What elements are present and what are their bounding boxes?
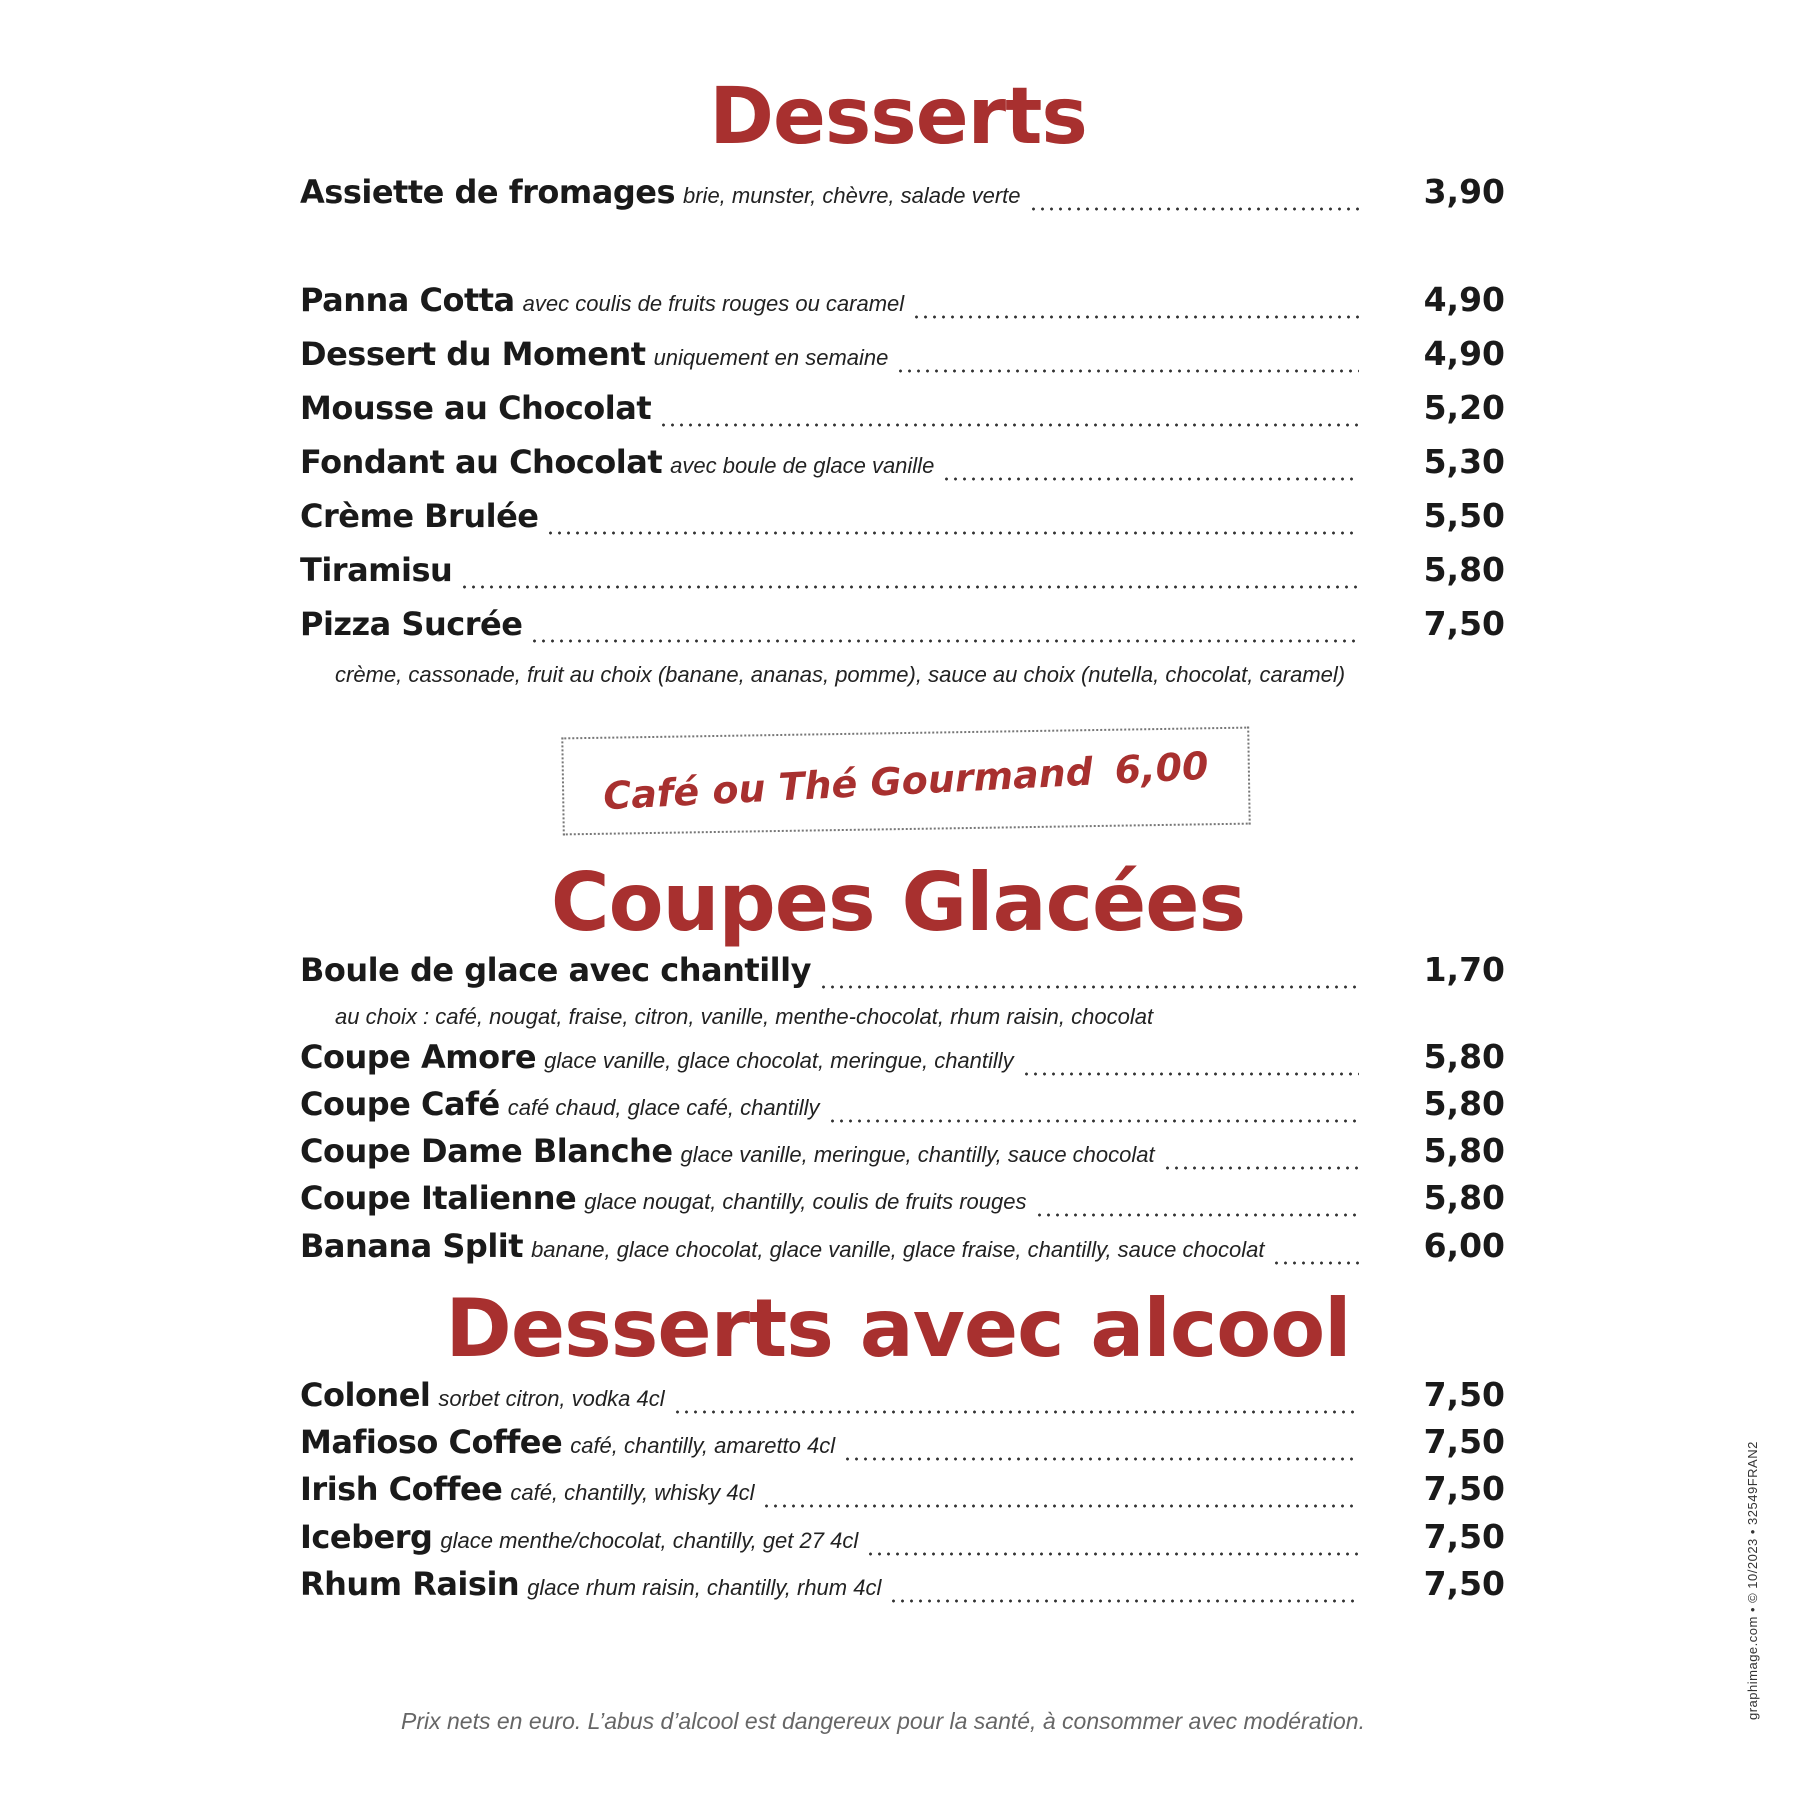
item-name: Iceberg	[300, 1518, 433, 1556]
gourmand-box	[561, 727, 1250, 836]
item-desc: café, chantilly, amaretto 4cl	[570, 1433, 836, 1458]
item-price: 7,50	[1423, 1564, 1505, 1603]
leader-dots	[762, 1503, 1359, 1509]
leader-dots	[896, 368, 1359, 374]
item-price: 7,50	[1423, 1469, 1505, 1508]
item-desc: uniquement en semaine	[653, 345, 889, 370]
menu-item	[300, 280, 1505, 330]
item-name: Coupe Italienne	[300, 1179, 577, 1217]
menu-item	[300, 442, 1505, 492]
item-name: Dessert du Moment	[300, 335, 646, 373]
item-name: Coupe Dame Blanche	[300, 1132, 673, 1170]
item-desc: avec coulis de fruits rouges ou caramel	[522, 291, 905, 316]
item-price: 5,80	[1423, 550, 1505, 589]
print-credit: graphimage.com • © 10/2023 • 32549FRAN2	[1745, 1441, 1760, 1720]
item-name: Mafioso Coffee	[300, 1423, 563, 1461]
item-desc: café, chantilly, whisky 4cl	[510, 1480, 755, 1505]
item-price: 5,80	[1423, 1084, 1505, 1123]
item-name: Irish Coffee	[300, 1470, 503, 1508]
leader-dots	[1035, 1212, 1360, 1218]
item-name: Boule de glace avec chantilly	[300, 951, 811, 989]
menu-item	[300, 496, 1505, 546]
section-title-alcool: Desserts avec alcool	[445, 1282, 1351, 1375]
menu-item	[300, 1131, 1505, 1181]
item-name: Coupe Amore	[300, 1038, 537, 1076]
menu-item	[300, 1564, 1505, 1614]
gourmand-price: 6,00	[1113, 743, 1210, 793]
item-price: 7,50	[1423, 1422, 1505, 1461]
leader-dots	[1163, 1165, 1359, 1171]
section-title-desserts: Desserts	[709, 72, 1087, 162]
item-name: Fondant au Chocolat	[300, 443, 663, 481]
section-title-coupes: Coupes Glacées	[550, 856, 1246, 949]
item-desc: sorbet citron, vodka 4cl	[438, 1386, 665, 1411]
menu-item	[300, 1084, 1505, 1134]
leader-dots	[866, 1551, 1359, 1557]
item-price: 6,00	[1423, 1226, 1505, 1265]
item-price: 5,80	[1423, 1131, 1505, 1170]
menu-item	[300, 604, 1505, 654]
item-note: crème, cassonade, fruit au choix (banane, ananas, pomme), sauce au choix (nutella, chocolat, caramel)	[335, 662, 1346, 687]
menu-item	[300, 950, 1505, 1000]
leader-dots	[819, 984, 1359, 990]
leader-dots	[659, 422, 1359, 428]
item-price: 5,50	[1423, 496, 1505, 535]
item-desc: glace vanille, meringue, chantilly, sauce chocolat	[680, 1142, 1155, 1167]
item-price: 3,90	[1423, 172, 1505, 211]
item-name: Assiette de fromages	[300, 173, 675, 211]
menu-item	[300, 1375, 1505, 1425]
gourmand-label: Café ou Thé Gourmand	[602, 749, 1094, 819]
item-name: Colonel	[300, 1376, 431, 1414]
item-name: Banana Split	[300, 1227, 524, 1265]
item-price: 5,30	[1423, 442, 1505, 481]
leader-dots	[1029, 206, 1360, 212]
leader-dots	[889, 1598, 1359, 1604]
item-price: 4,90	[1423, 334, 1505, 373]
menu-item	[300, 388, 1505, 438]
leader-dots	[843, 1456, 1359, 1462]
item-name: Mousse au Chocolat	[300, 389, 652, 427]
menu-item	[300, 172, 1505, 222]
leader-dots	[530, 638, 1359, 644]
leader-dots	[1272, 1260, 1359, 1266]
menu-item	[300, 550, 1505, 600]
leader-dots	[1022, 1071, 1359, 1077]
item-desc: brie, munster, chèvre, salade verte	[683, 183, 1021, 208]
item-name: Rhum Raisin	[300, 1565, 520, 1603]
leader-dots	[673, 1409, 1359, 1415]
item-desc: banane, glace chocolat, glace vanille, glace fraise, chantilly, sauce chocolat	[531, 1237, 1265, 1262]
item-desc: glace nougat, chantilly, coulis de fruits rouges	[584, 1189, 1027, 1214]
item-name: Crème Brulée	[300, 497, 539, 535]
menu-item	[300, 1226, 1505, 1276]
leader-dots	[460, 584, 1359, 590]
menu-item	[300, 1178, 1505, 1228]
item-name: Panna Cotta	[300, 281, 515, 319]
gourmand-offer	[602, 744, 1209, 819]
item-note: au choix : café, nougat, fraise, citron, vanille, menthe-chocolat, rhum raisin, chocolat	[335, 1004, 1154, 1029]
footer-disclaimer: Prix nets en euro. L’abus d’alcool est dangereux pour la santé, à consommer avec modération.	[400, 1708, 1365, 1734]
item-price: 5,80	[1423, 1037, 1505, 1076]
item-desc: café chaud, glace café, chantilly	[507, 1095, 820, 1120]
item-price: 5,80	[1423, 1178, 1505, 1217]
item-price: 4,90	[1423, 280, 1505, 319]
item-desc: avec boule de glace vanille	[670, 453, 935, 478]
menu-item	[300, 1422, 1505, 1472]
item-price: 7,50	[1423, 604, 1505, 643]
item-price: 7,50	[1423, 1517, 1505, 1556]
menu-item	[300, 1037, 1505, 1087]
item-desc: glace rhum raisin, chantilly, rhum 4cl	[527, 1575, 882, 1600]
leader-dots	[546, 530, 1359, 536]
leader-dots	[828, 1118, 1359, 1124]
leader-dots	[942, 476, 1359, 482]
item-name: Tiramisu	[300, 551, 453, 589]
item-desc: glace vanille, glace chocolat, meringue, chantilly	[544, 1048, 1014, 1073]
item-price: 1,70	[1423, 950, 1505, 989]
item-name: Coupe Café	[300, 1085, 500, 1123]
item-price: 7,50	[1423, 1375, 1505, 1414]
item-desc: glace menthe/chocolat, chantilly, get 27 4cl	[440, 1528, 859, 1553]
menu-item	[300, 334, 1505, 384]
menu-item	[300, 1517, 1505, 1567]
item-name: Pizza Sucrée	[300, 605, 523, 643]
leader-dots	[912, 314, 1359, 320]
item-price: 5,20	[1423, 388, 1505, 427]
menu-item	[300, 1469, 1505, 1519]
